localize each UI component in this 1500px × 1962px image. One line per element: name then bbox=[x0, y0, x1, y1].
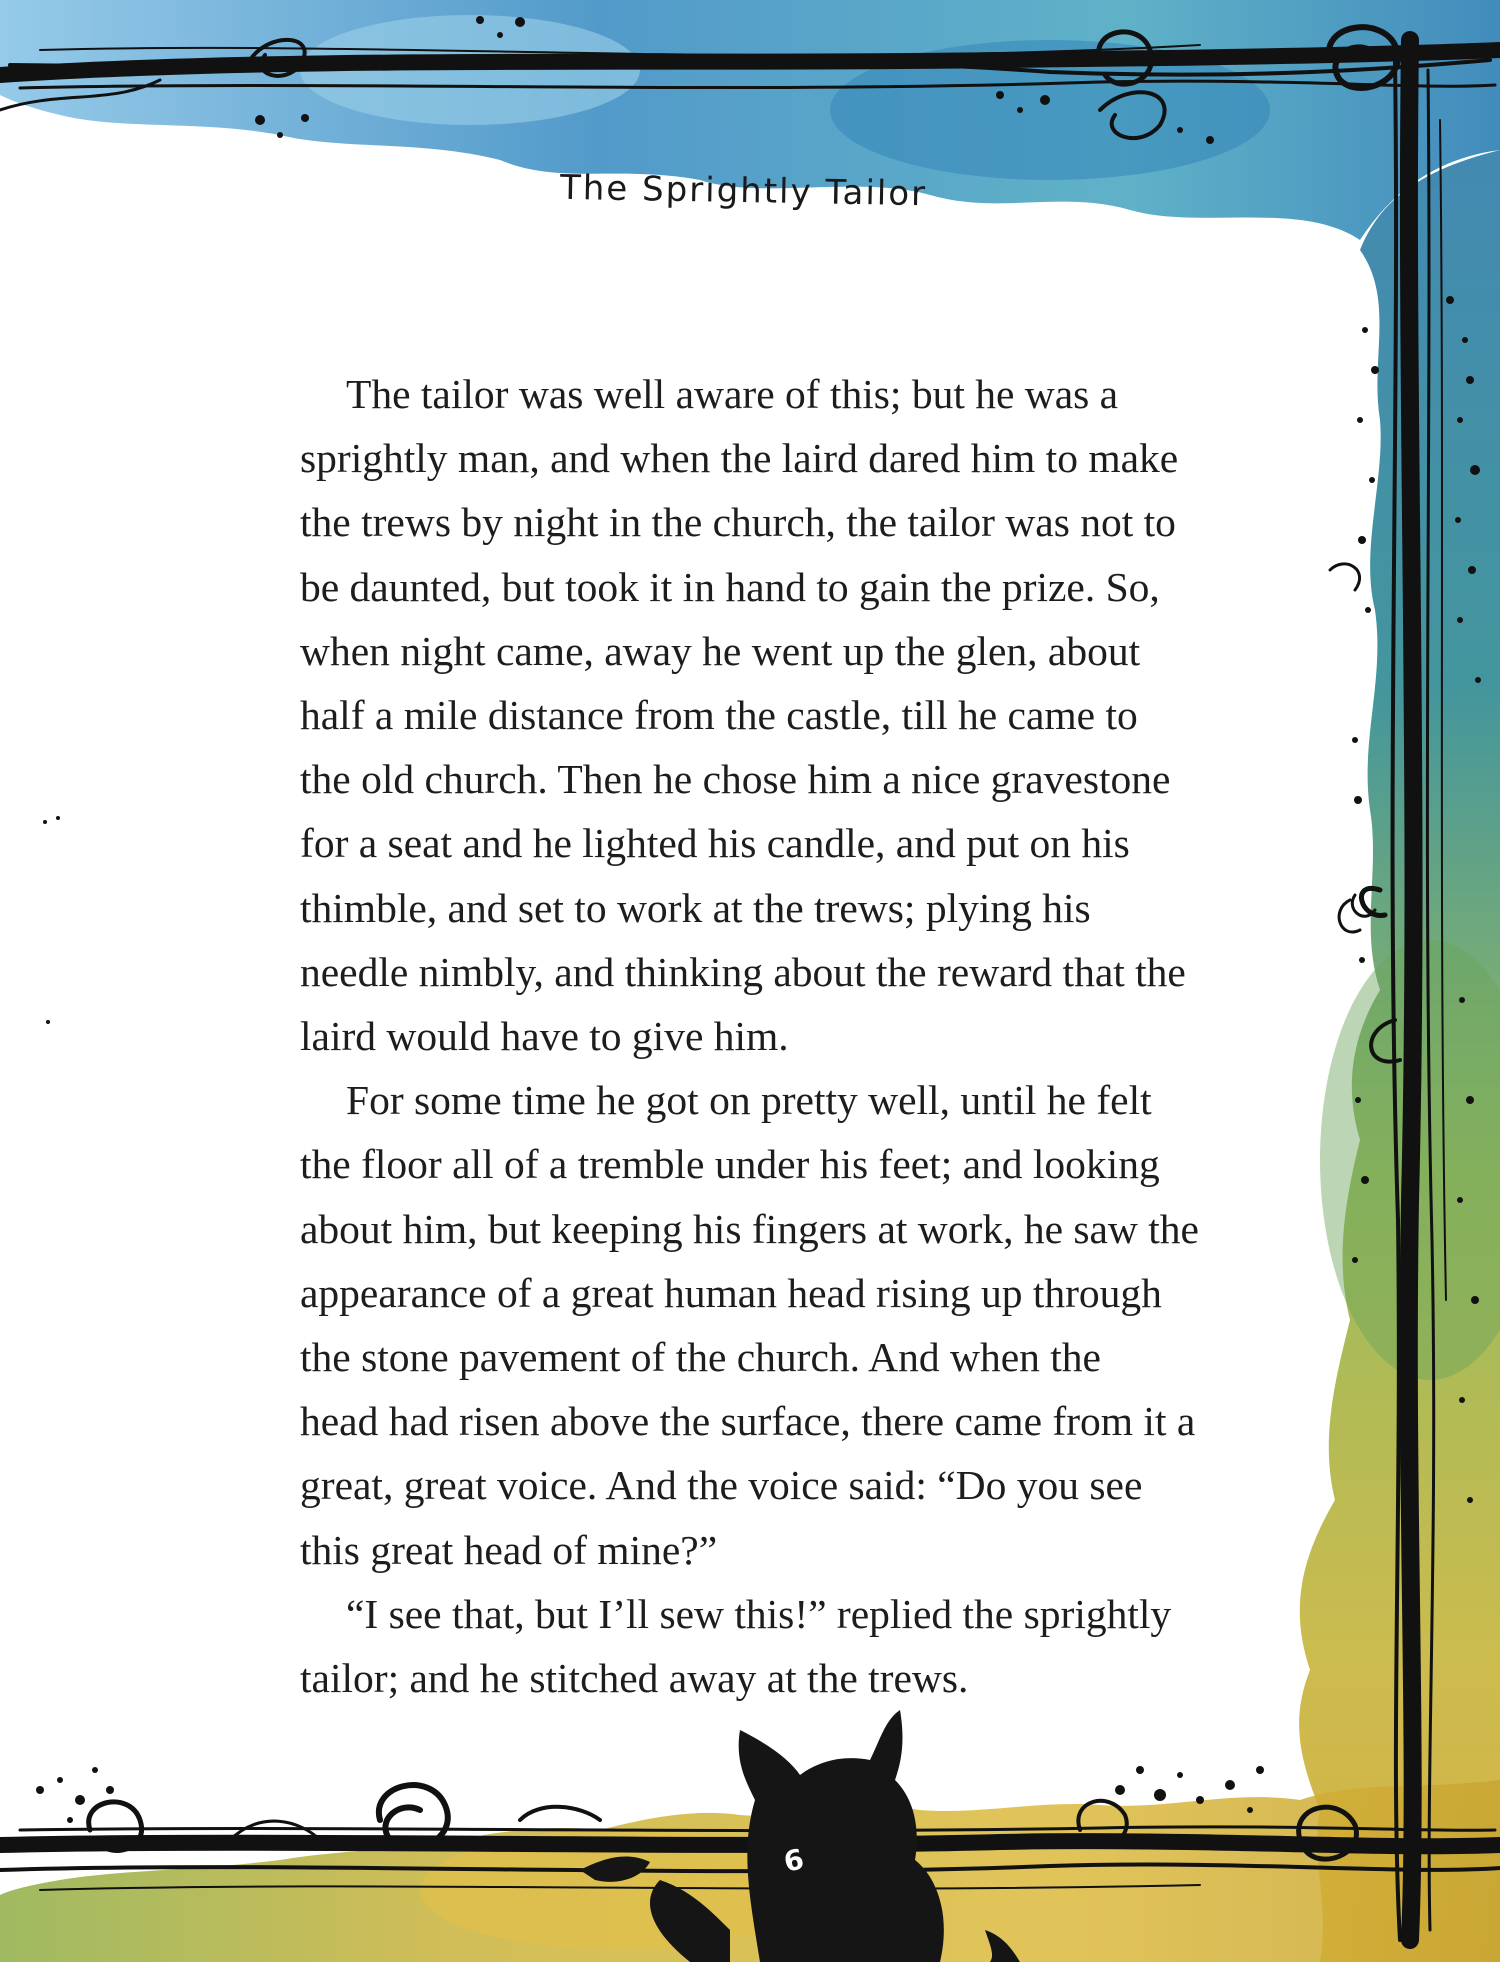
creature-silhouette bbox=[580, 1710, 944, 1962]
text-line: “I see that, but I’ll sew this!” replied the sprightly bbox=[346, 1590, 1172, 1637]
text-line: the old church. Then he chose him a nice gravestone bbox=[300, 756, 1171, 803]
text-line: head had risen above the surface, there came from it a bbox=[300, 1398, 1196, 1445]
text-line: when night came, away he went up the glen, about bbox=[300, 627, 1141, 674]
text-line: needle nimbly, and thinking about the reward that the bbox=[300, 948, 1186, 995]
text-line: the trews by night in the church, the tailor was not to bbox=[300, 499, 1176, 546]
text-line: half a mile distance from the castle, till he came to bbox=[300, 692, 1138, 739]
text-line: be daunted, but took it in hand to gain the prize. So, bbox=[300, 563, 1160, 610]
text-line: about him, but keeping his fingers at work, he saw the bbox=[300, 1205, 1199, 1252]
story-text bbox=[300, 362, 1310, 1710]
text-line: appearance of a great human head rising up through bbox=[300, 1269, 1162, 1316]
text-line: For some time he got on pretty well, until he felt bbox=[346, 1077, 1152, 1124]
text-line: this great head of mine?” bbox=[300, 1526, 718, 1573]
text-line: for a seat and he lighted his candle, and put on his bbox=[300, 820, 1130, 867]
running-head: The Sprightly Tailor bbox=[559, 167, 928, 215]
text-line: sprightly man, and when the laird dared him to make bbox=[300, 435, 1179, 482]
frame-top-border bbox=[0, 27, 1500, 138]
text-line: tailor; and he stitched away at the trews. bbox=[300, 1655, 969, 1702]
page-number: 6 bbox=[780, 1842, 807, 1879]
text-line: the floor all of a tremble under his feet; and looking bbox=[300, 1141, 1160, 1188]
text-line: great, great voice. And the voice said: “Do you see bbox=[300, 1462, 1143, 1509]
text-line: thimble, and set to work at the trews; plying his bbox=[300, 884, 1091, 931]
text-line: the stone pavement of the church. And when the bbox=[300, 1334, 1101, 1381]
frame-right-border bbox=[1330, 40, 1446, 1940]
text-line: laird would have to give him. bbox=[300, 1013, 789, 1060]
text-line: The tailor was well aware of this; but he was a bbox=[346, 371, 1119, 417]
